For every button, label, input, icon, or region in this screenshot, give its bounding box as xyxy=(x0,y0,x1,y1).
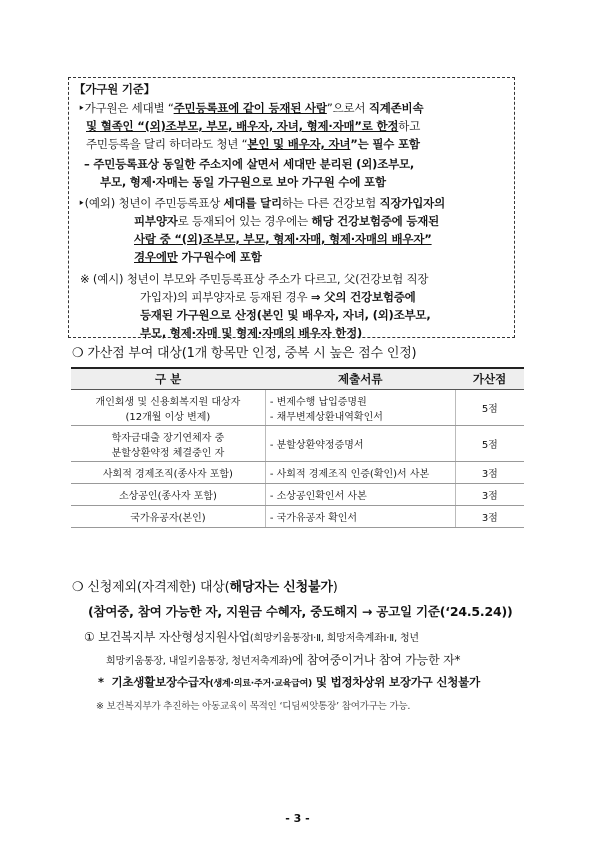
criteria-p4-line2: 가입자)의 피부양자로 등재된 경우 ⇒ 父의 건강보험증에 xyxy=(140,290,416,304)
bonus-heading: ❍ 가산점 부여 대상(1개 항목만 인정, 중복 시 높은 점수 인정) xyxy=(72,346,417,361)
table-row xyxy=(71,462,524,484)
header-points: 가산점 xyxy=(455,368,524,390)
circle-bullet-icon: ❍ xyxy=(72,580,84,595)
exclusion-reference-note: (참여중, 참여 가능한 자, 지원금 수혜자, 중도해지 → 공고일 기준(‘24.5.24)) xyxy=(88,604,513,619)
exclusion-item1-line1: ① 보건복지부 자산형성지원사업(희망키움통장Ⅰ·Ⅱ, 희망저축계좌Ⅰ·Ⅱ, 청년 xyxy=(84,630,419,644)
row-category: 국가유공자(본인) xyxy=(71,506,265,528)
exclusion-heading: ❍ 신청제외(자격제한) 대상(해당자는 신청불가) xyxy=(72,580,338,595)
criteria-p3-line4: 경우에만 가구원수에 포함 xyxy=(134,250,262,264)
row-points: 3점 xyxy=(455,506,524,528)
row-points: 5점 xyxy=(455,426,524,462)
table-row xyxy=(71,484,524,506)
exclusion-footnote: ※ 보건복지부가 추진하는 아동교육이 목적인 ‘디딤씨앗통장’ 참여가구는 가능. xyxy=(96,701,411,712)
row-points: 3점 xyxy=(455,462,524,484)
item-number: ① xyxy=(84,630,95,644)
bullet-icon: ‣ xyxy=(78,196,85,210)
bullet-icon: ‣ xyxy=(78,101,85,115)
asterisk-mark: * xyxy=(98,675,104,689)
criteria-p3-line3: 사람 중 “(외)조부모, 부모, 형제·자매, 형제·자매의 배우자” xyxy=(134,232,432,246)
table-row xyxy=(71,426,524,462)
row-documents: - 변제수행 납입증명원 - 채무변제상환내역확인서 xyxy=(265,390,455,426)
table-header-row xyxy=(71,368,524,390)
header-category: 구 분 xyxy=(71,368,265,390)
criteria-p1-line2: 및 혈족인 “(외)조부모, 부모, 배우자, 자녀, 형제·자매”로 한정하고 xyxy=(86,119,421,133)
reference-mark-icon: ※ xyxy=(80,272,90,286)
row-documents: - 분할상환약정증명서 xyxy=(265,426,455,462)
exclusion-star-note: * 기초생활보장수급자(생계·의료·주거·교육급여) 및 법정차상위 보장가구 신청불가 xyxy=(98,675,481,689)
row-documents: - 사회적 경제조직 인증(확인)서 사본 xyxy=(265,462,455,484)
criteria-p2-line2: 부모, 형제·자매는 동일 가구원으로 보아 가구원 수에 포함 xyxy=(100,175,386,189)
criteria-p4-line3: 등재된 가구원으로 산정(본인 및 배우자, 자녀, (외)조부모, xyxy=(140,308,431,322)
criteria-p2-line1: – 주민등록표상 동일한 주소지에 살면서 세대만 분리된 (외)조부모, xyxy=(84,157,415,171)
row-category: 소상공인(종사자 포함) xyxy=(71,484,265,506)
table-row xyxy=(71,506,524,528)
row-documents: - 국가유공자 확인서 xyxy=(265,506,455,528)
row-points: 3점 xyxy=(455,484,524,506)
row-documents: - 소상공인확인서 사본 xyxy=(265,484,455,506)
circle-bullet-icon: ❍ xyxy=(72,346,84,361)
table-row xyxy=(71,390,524,426)
row-category: 개인회생 및 신용회복지원 대상자 (12개월 이상 변제) xyxy=(71,390,265,426)
header-documents: 제출서류 xyxy=(265,368,455,390)
criteria-p1-line3: 주민등록을 달리 하더라도 청년 “본인 및 배우자, 자녀”는 필수 포함 xyxy=(86,137,420,151)
criteria-p4-line1: ※ (예시) 청년이 부모와 주민등록표상 주소가 다르고, 父(건강보험 직장 xyxy=(80,272,429,286)
row-points: 5점 xyxy=(455,390,524,426)
criteria-p3-line2: 피부양자로 등재되어 있는 경우에는 해당 건강보험증에 등재된 xyxy=(134,214,440,228)
row-category: 학자금대출 장기연체자 중 분할상환약정 체결중인 자 xyxy=(71,426,265,462)
criteria-p3-line1: ‣(예외) 청년이 주민등록표상 세대를 달리하는 다른 건강보험 직장가입자의 xyxy=(78,196,445,210)
criteria-p1-line1: ‣가구원은 세대별 “주민등록표에 같이 등재된 사람”으로서 직계존비속 xyxy=(78,101,424,115)
household-criteria-title: 【가구원 기준】 xyxy=(74,82,155,96)
row-category: 사회적 경제조직(종사자 포함) xyxy=(71,462,265,484)
exclusion-item1-line2: 희망키움통장, 내일키움통장, 청년저축계좌)에 참여중이거나 참여 가능한 자* xyxy=(106,653,461,667)
bonus-table xyxy=(71,367,524,528)
criteria-p4-line4: 부모, 형제·자매 및 형제·자매의 배우자 한정) xyxy=(140,326,363,340)
page-number: - 3 - xyxy=(285,812,310,825)
